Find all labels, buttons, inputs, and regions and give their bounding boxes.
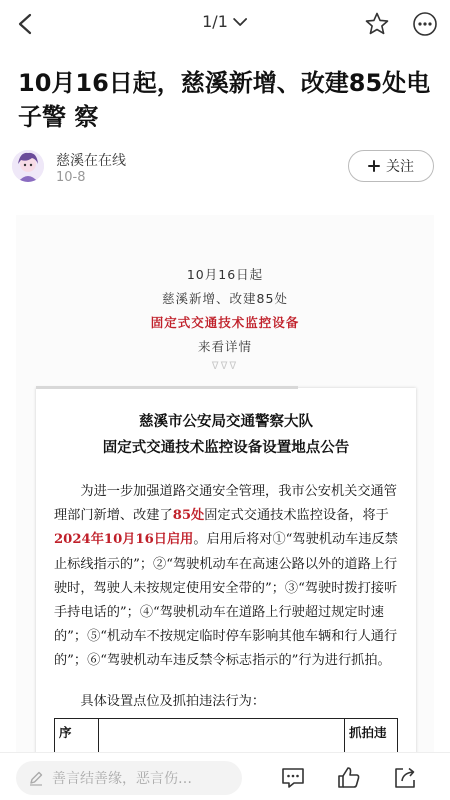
page-indicator[interactable] [202, 12, 248, 31]
more-button[interactable] [410, 9, 440, 39]
comment-icon [280, 765, 306, 791]
intro-line-3: 固定式交通技术监控设备 [150, 315, 300, 330]
comment-button[interactable] [278, 763, 308, 793]
top-nav-bar [0, 0, 450, 48]
notice-document [36, 388, 416, 755]
notice-table [54, 718, 398, 755]
notice-title-2: 固定式交通技术监控设备设置地点公告 [102, 439, 350, 456]
table-header-no: 序 [55, 719, 99, 755]
like-icon [336, 765, 362, 791]
star-icon [364, 11, 390, 37]
pen-icon [28, 770, 44, 786]
follow-button[interactable] [348, 150, 434, 182]
chevron-down-icon [232, 17, 248, 27]
notice-count: 85处 [172, 508, 205, 524]
comment-input[interactable] [16, 761, 242, 795]
notice-title-1: 慈溪市公安局交通警察大队 [139, 413, 313, 430]
table-header-location [99, 719, 345, 755]
notice-text-a: 为进一步加强道路交通安全管理，我市公安机关交通管理部门新增、改建了 [54, 484, 397, 524]
like-button[interactable] [334, 763, 364, 793]
share-icon [392, 765, 418, 791]
avatar-icon [12, 150, 44, 182]
back-button[interactable] [10, 8, 42, 40]
divider [36, 386, 298, 389]
notice-body [54, 480, 402, 674]
notice-date: 2024年10月16日启用 [54, 532, 194, 548]
table-header-violation: 抓拍违 [349, 725, 387, 740]
intro-line-1: 10月16日起 [186, 267, 264, 282]
favorite-button[interactable] [362, 9, 392, 39]
back-arrow-icon [16, 13, 36, 35]
article-image [16, 215, 434, 755]
article-title: 10月16日起，慈溪新增、改建85处电子警 察 [18, 69, 431, 131]
notice-text-c: 。启用后将对①“驾驶机动车违反禁止标线指示的”；②“驾驶机动车在高速公路以外的道路上行驶时，驾驶人未按规定使用安全带的”；③“驾驶时拨打接听手持电话的”；④“驾驶机动车在道路上行驶超过规定时速的”；⑤“机动车不按规定临时停车影响其他车辆和行人通行的”；⑥“驾驶机动车违反禁令标志指示的”行为进行抓拍。 [54, 532, 398, 669]
avatar[interactable] [12, 150, 44, 182]
share-button[interactable] [390, 763, 420, 793]
intro-block [16, 215, 434, 390]
notice-subheading: 具体设置点位及抓拍违法行为： [80, 694, 266, 709]
author-name[interactable]: 慈溪在在线 [56, 153, 126, 169]
more-icon [412, 11, 438, 37]
plus-icon [368, 160, 380, 172]
publish-date: 10-8 [56, 170, 86, 185]
bottom-bar [0, 752, 450, 800]
follow-label: 关注 [386, 159, 414, 175]
intro-line-4: 来看详情 [197, 339, 252, 354]
comment-placeholder: 善言结善缘，恶言伤… [52, 771, 192, 787]
intro-line-2: 慈溪新增、改建85处 [162, 291, 288, 306]
down-arrows-icon: ᐁᐁᐁ [211, 361, 239, 372]
page-indicator-label: 1/1 [202, 12, 228, 31]
notice-text-b: 固定式交通技术监控设备，将于 [204, 508, 389, 524]
